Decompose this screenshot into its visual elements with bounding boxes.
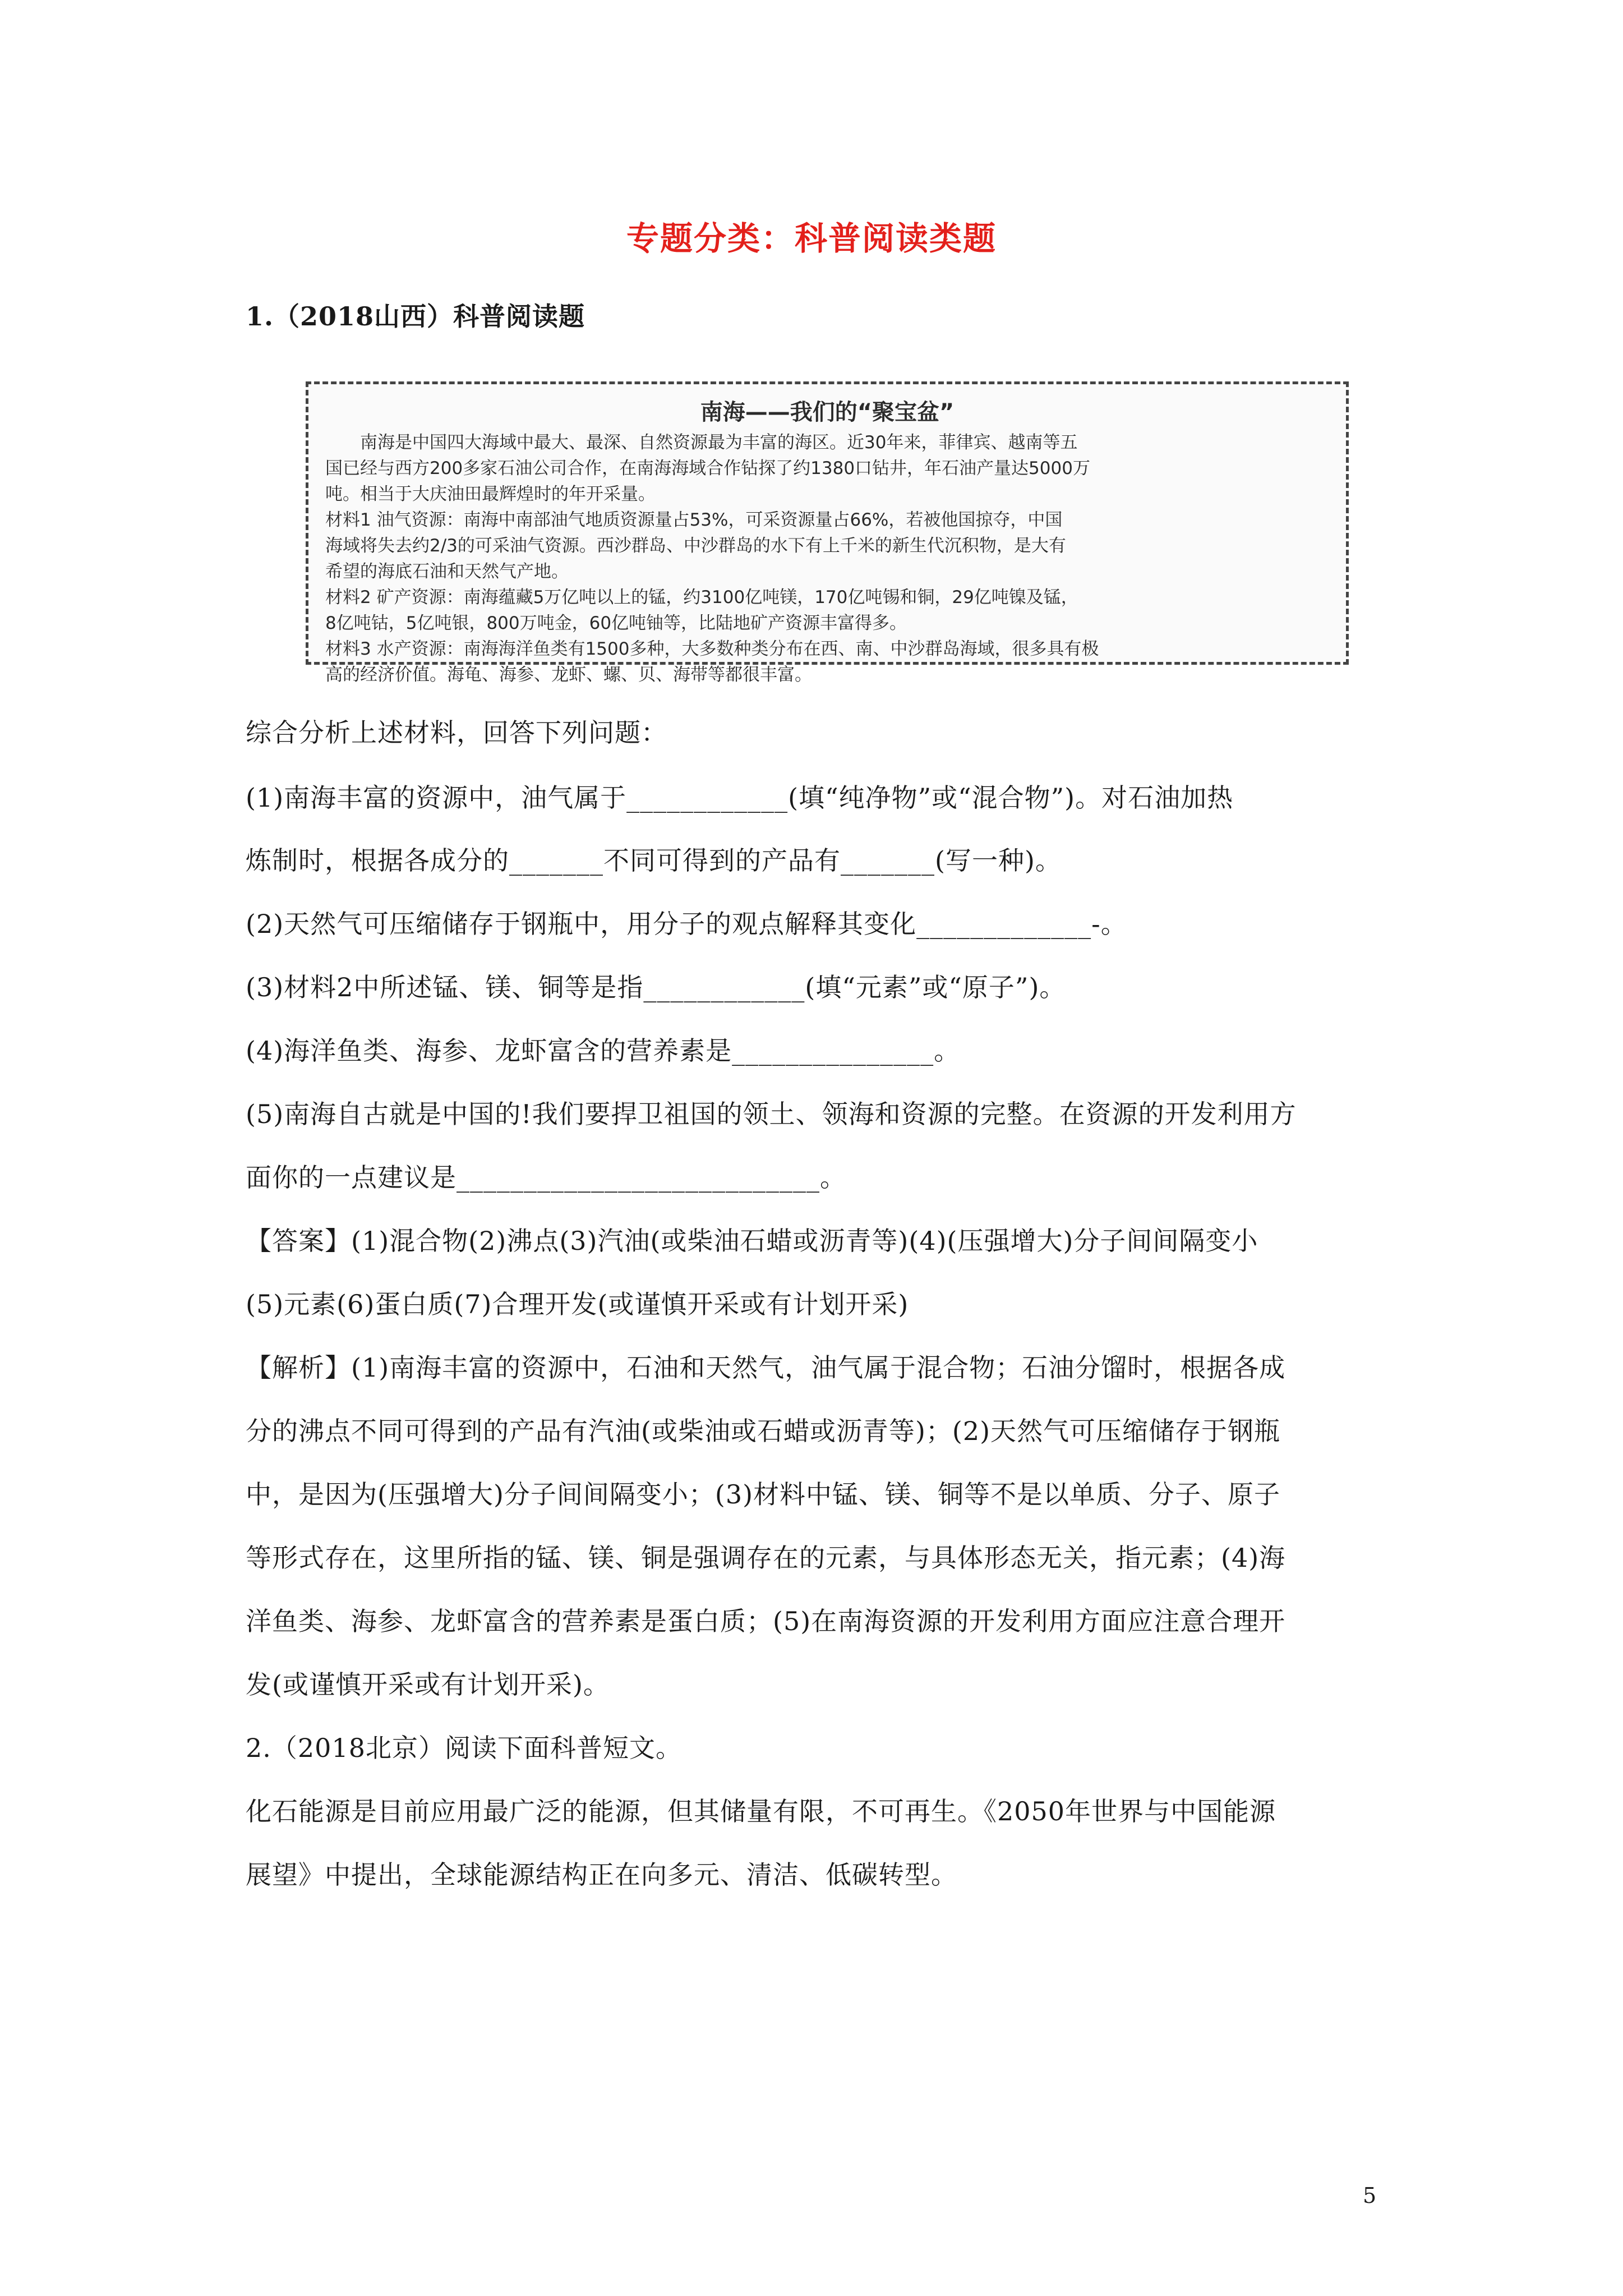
answer-line-cont: (5)元素(6)蛋白质(7)合理开发(或谨慎开采或有计划开采) — [246, 1289, 909, 1319]
material-box — [306, 381, 1349, 685]
sub-question-3: (3)材料2中所述锰、镁、铜等是指____________(填“元素”或“原子”)。 — [246, 972, 1066, 1002]
sub-question-1: (1)南海丰富的资源中，油气属于____________(填“纯净物”或“混合物”)。对石油加热 — [246, 783, 1234, 813]
material-line: 吨。相当于大庆油田最辉煌时的年开采量。 — [325, 484, 656, 504]
analysis-line: 等形式存在，这里所指的锰、镁、铜是强调存在的元素，与具体形态无关，指元素；(4)海 — [246, 1543, 1286, 1573]
analysis-line: 分的沸点不同可得到的产品有汽油(或柴油或石蜡或沥青等)；(2)天然气可压缩储存于钢瓶 — [246, 1416, 1281, 1446]
material-line: 高的经济价值。海龟、海参、龙虾、螺、贝、海带等都很丰富。 — [325, 665, 812, 685]
sub-question-5: (5)南海自古就是中国的!我们要捍卫祖国的领土、领海和资源的完整。在资源的开发利用方 — [246, 1099, 1297, 1129]
question-2-paragraph-cont: 展望》中提出，全球能源结构正在向多元、清洁、低碳转型。 — [246, 1860, 957, 1890]
sub-question-4: (4)海洋鱼类、海参、龙虾富含的营养素是_______________。 — [246, 1036, 961, 1066]
sub-question-1-cont: 炼制时，根据各成分的_______不同可得到的产品有_______(写一种)。 — [246, 845, 1062, 876]
question-2-header: 2.（2018北京）阅读下面科普短文。 — [246, 1733, 682, 1763]
analysis-line: 发(或谨慎开采或有计划开采)。 — [246, 1669, 610, 1700]
material-line: 国已经与西方200多家石油公司合作，在南海海域合作钻探了约1380口钻井，年石油产量达5000万 — [325, 458, 1090, 478]
material-line: 材料3 水产资源：南海海洋鱼类有1500多种，大多数种类分布在西、南、中沙群岛海域，很多具有极 — [325, 639, 1099, 659]
material-title: 南海——我们的“聚宝盆” — [700, 399, 955, 425]
analysis-line: 洋鱼类、海参、龙虾富含的营养素是蛋白质；(5)在南海资源的开发利用方面应注意合理开 — [246, 1606, 1286, 1636]
analysis-line: 【解析】(1)南海丰富的资源中，石油和天然气，油气属于混合物；石油分馏时，根据各成 — [246, 1352, 1286, 1383]
answer-line: 【答案】(1)混合物(2)沸点(3)汽油(或柴油石蜡或沥青等)(4)(压强增大)分子间间隔变小 — [246, 1226, 1258, 1256]
page-number: 5 — [1363, 2183, 1377, 2208]
material-line: 材料1 油气资源：南海中南部油气地质资源量占53%，可采资源量占66%，若被他国掠夺，中国 — [325, 510, 1063, 530]
question-1-header: 1.（2018山西）科普阅读题 — [246, 301, 585, 332]
material-line: 材料2 矿产资源：南海蕴藏5万亿吨以上的锰，约3100亿吨镁，170亿吨锡和铜，29亿吨镍及锰， — [325, 587, 1078, 608]
material-line: 海域将失去约2/3的可采油气资源。西沙群岛、中沙群岛的水下有上千米的新生代沉积物，是大有 — [325, 536, 1066, 556]
sub-question-2: (2)天然气可压缩储存于钢瓶中，用分子的观点解释其变化_____________-。 — [246, 909, 1127, 939]
question-2-paragraph: 化石能源是目前应用最广泛的能源，但其储量有限，不可再生。《2050年世界与中国能源 — [246, 1796, 1276, 1826]
material-line: 希望的海底石油和天然气产地。 — [325, 562, 569, 582]
analysis-line: 中，是因为(压强增大)分子间间隔变小；(3)材料中锰、镁、铜等不是以单质、分子、原子 — [246, 1479, 1281, 1510]
material-line: 8亿吨钴，5亿吨银，800万吨金，60亿吨铀等，比陆地矿产资源丰富得多。 — [325, 613, 907, 633]
question-intro: 综合分析上述材料，回答下列问题： — [246, 717, 667, 748]
material-line: 南海是中国四大海域中最大、最深、自然资源最为丰富的海区。近30年来，菲律宾、越南等五 — [360, 432, 1078, 453]
sub-question-5-cont: 面你的一点建议是___________________________。 — [246, 1162, 846, 1193]
document-title: 专题分类：科普阅读类题 — [626, 219, 997, 257]
